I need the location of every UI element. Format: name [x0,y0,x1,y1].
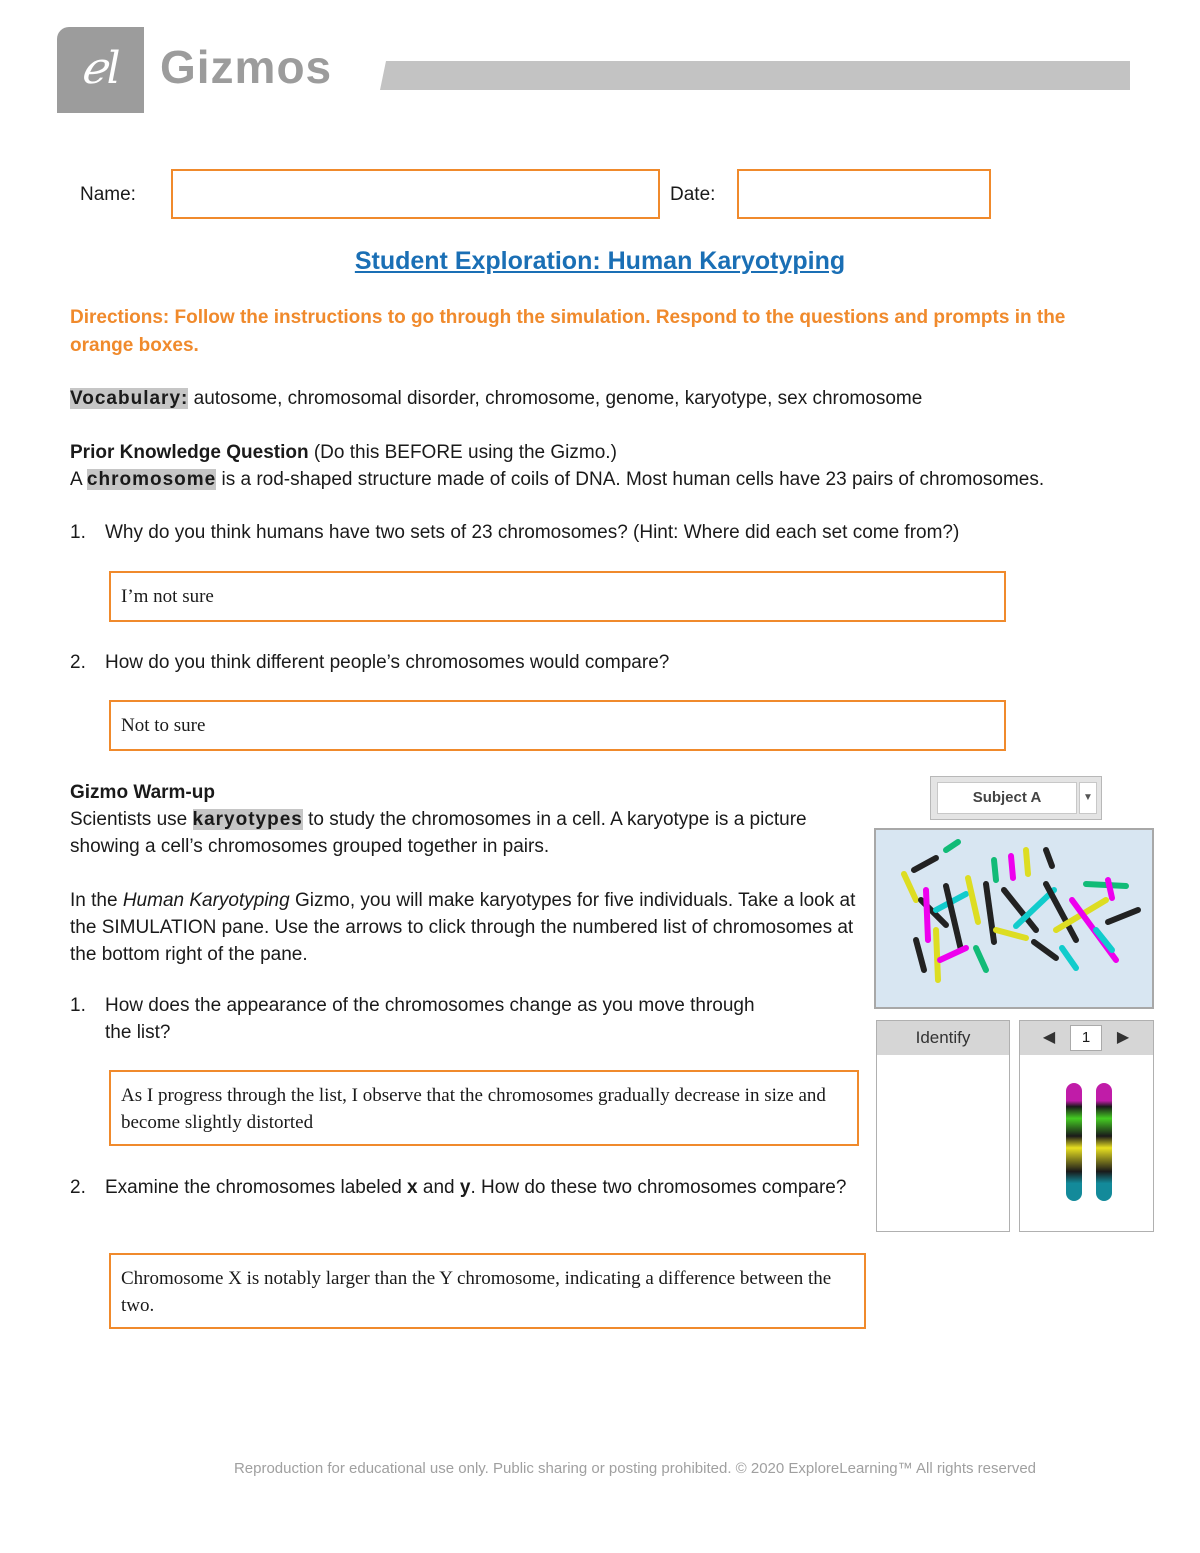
question-number: 2. [70,1177,86,1198]
chromosome-spread [876,830,1152,1007]
answer-box[interactable] [109,1070,859,1146]
q2-and: and [417,1177,460,1198]
logo [57,27,144,113]
answer-text: Not to sure [121,715,206,736]
term-chromosome: chromosome [86,469,217,490]
vocabulary [70,385,1170,412]
prior-knowledge [70,439,1180,493]
chromosome-pair-image [1050,1077,1130,1207]
answer-box[interactable] [109,1253,866,1329]
identify-header[interactable]: Identify [877,1021,1009,1055]
footer: Reproduction for educational use only. Public sharing or posting prohibited. © 2020 ExploreLearning™ All rights reserved [233,1460,1037,1477]
date-field[interactable] [737,169,991,219]
answer-text: I’m not sure [121,586,214,607]
warmup-text: Scientists use [70,809,193,830]
brand-name: Gizmos [160,41,333,93]
header-bar [380,61,1130,90]
question-text: Why do you think humans have two sets of 23 chromosomes? (Hint: Where did each set come from?) [105,522,960,543]
answer-box[interactable] [109,571,1006,622]
warmup-heading: Gizmo Warm-up [70,782,215,803]
logo-mark: ℯl [80,43,121,94]
chromosome-number: 1 [1070,1025,1102,1051]
name-label: Name: [80,184,136,205]
vocabulary-label: Vocabulary: [70,388,189,409]
gizmo-name: Human Karyotyping [122,890,290,911]
date-label: Date: [670,184,716,205]
name-field[interactable] [171,169,660,219]
prev-arrow-icon[interactable]: ◀ [1042,1029,1056,1046]
directions: Directions: Follow the instructions to go through the simulation. Respond to the questions and prompts in the orange boxes. [70,307,1066,356]
subject-dropdown[interactable] [930,776,1102,820]
date-value [739,164,759,205]
question-number: 2. [70,652,86,673]
question-text: How do you think different people’s chromosomes would compare? [105,652,670,673]
question-text [105,1174,865,1201]
answer-text: Chromosome X is notably larger than the Y chromosome, indicating a difference between the two. [121,1268,832,1316]
q2-text: Examine the chromosomes labeled [105,1177,408,1198]
question-number: 1. [70,995,86,1016]
term-karyotypes: karyotypes [192,809,303,830]
chromosome-nav [1020,1021,1153,1055]
label-x: x [407,1177,418,1198]
name-value [173,164,193,205]
intro-text: A [70,469,87,490]
chevron-down-icon[interactable]: ▼ [1079,782,1097,814]
prior-knowledge-heading: Prior Knowledge Question [70,442,309,463]
warmup-text-2-rest: Gizmo, you will make karyotypes for five individuals. Take a look at the SIMULATION pane. Use the arrows to click through the numbered list of chromosomes at the bottom right of the pane. [70,890,856,965]
prior-knowledge-note: (Do this BEFORE using the Gizmo.) [308,442,617,463]
next-arrow-icon[interactable]: ▶ [1116,1029,1130,1046]
warmup-text-rest: to study the chromosomes in a cell. A karyotype is a picture showing a cell’s chromosomes grouped together in pairs. [70,809,807,857]
warmup [70,779,860,968]
vocabulary-terms: autosome, chromosomal disorder, chromosome, genome, karyotype, sex chromosome [188,388,923,409]
answer-box[interactable] [109,700,1006,751]
simulation-pane[interactable] [874,828,1154,1009]
question-text: How does the appearance of the chromosomes change as you move through the list? [105,995,755,1043]
page-title: Student Exploration: Human Karyotyping [354,247,846,275]
label-y: y [459,1177,471,1198]
subject-select[interactable]: Subject A [937,782,1077,814]
question-number: 1. [70,522,86,543]
q2-text-rest: . How do these two chromosomes compare? [470,1177,847,1198]
chromosome-viewer [1019,1020,1154,1232]
identify-panel [876,1020,1010,1232]
warmup-text-2: In the [70,890,123,911]
answer-text: As I progress through the list, I observe that the chromosomes gradually decrease in size and become slightly distorted [121,1085,826,1133]
intro-text-rest: is a rod-shaped structure made of coils of DNA. Most human cells have 23 pairs of chromosomes. [216,469,1045,490]
